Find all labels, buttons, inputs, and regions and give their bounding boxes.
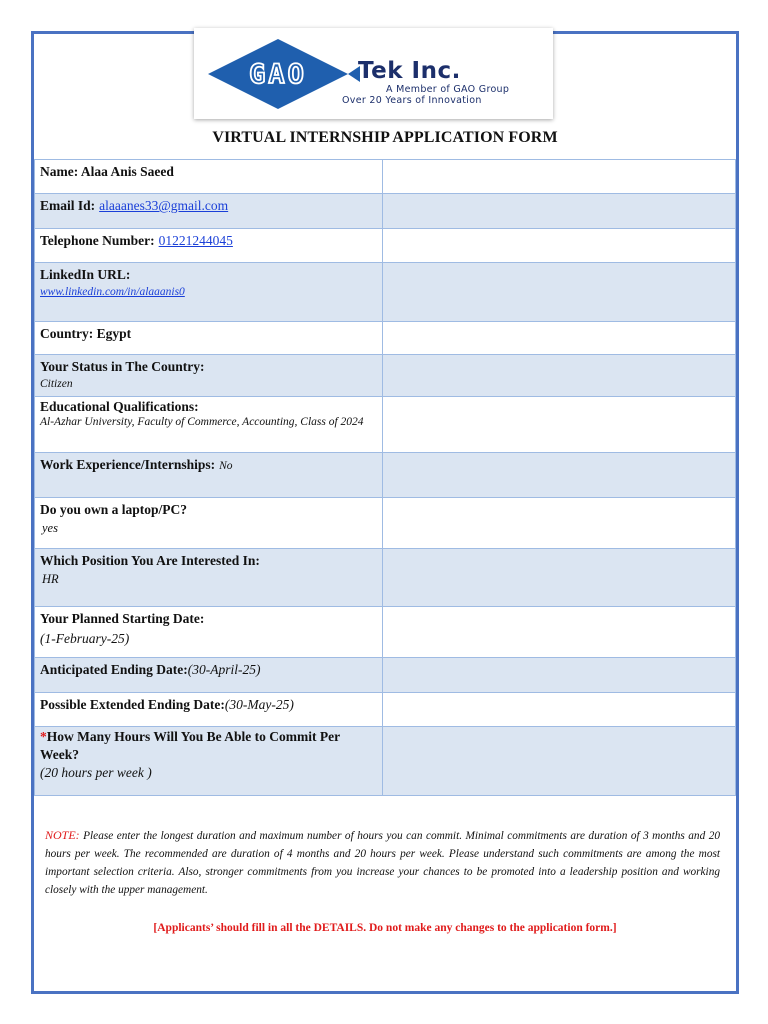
laptop-label: Do you own a laptop/PC?	[40, 502, 188, 517]
note-label: NOTE:	[45, 828, 80, 842]
education-value: Al-Azhar University, Faculty of Commerce, Accounting, Class of 2024	[40, 416, 364, 428]
phone-input-cell[interactable]	[383, 229, 736, 263]
extended-date-input-cell[interactable]	[383, 693, 736, 727]
linkedin-input-cell[interactable]	[383, 263, 736, 322]
experience-label: Work Experience/Internships:	[40, 457, 216, 472]
phone-label: Telephone Number:	[40, 233, 155, 248]
status-value: Citizen	[40, 378, 73, 390]
country-label: Country: Egypt	[40, 326, 132, 341]
name-input-cell[interactable]	[383, 160, 736, 194]
country-input-cell[interactable]	[383, 322, 736, 355]
laptop-value: yes	[42, 521, 58, 535]
position-input-cell[interactable]	[383, 549, 736, 607]
row-name	[35, 160, 736, 194]
form-title: VIRTUAL INTERNSHIP APPLICATION FORM	[212, 129, 558, 146]
start-date-input-cell[interactable]	[383, 607, 736, 658]
company-logo	[194, 28, 553, 119]
laptop-input-cell[interactable]	[383, 498, 736, 549]
start-date-value: (1-February-25)	[40, 631, 130, 646]
svg-text:GAO: GAO	[249, 59, 307, 90]
row-email	[35, 194, 736, 229]
position-label: Which Position You Are Interested In:	[40, 553, 260, 568]
extended-date-label: Possible Extended Ending Date:	[40, 697, 225, 712]
end-date-label: Anticipated Ending Date:	[40, 662, 188, 677]
status-input-cell[interactable]	[383, 355, 736, 397]
extended-date-value: (30-May-25)	[224, 697, 294, 712]
row-end-date	[35, 658, 736, 693]
linkedin-link[interactable]: www.linkedin.com/in/alaaanis0	[40, 286, 185, 298]
row-hours	[35, 727, 736, 796]
row-position	[35, 549, 736, 607]
note-paragraph	[45, 826, 720, 899]
name-label: Name: Alaa Anis Saeed	[40, 164, 174, 179]
company-tagline-years: Over 20 Years of Innovation	[342, 95, 482, 106]
row-status	[35, 355, 736, 397]
start-date-label: Your Planned Starting Date:	[40, 611, 205, 626]
hours-value: (20 hours per week )	[40, 765, 152, 780]
hours-input-cell[interactable]	[383, 727, 736, 796]
email-label: Email Id:	[40, 198, 96, 213]
row-phone	[35, 229, 736, 263]
end-date-value: (30-April-25)	[187, 662, 261, 677]
phone-link[interactable]: 01221244045	[158, 233, 233, 248]
warning-notice: [Applicants’ should fill in all the DETAILS. Do not make any changes to the application form.]	[153, 922, 617, 934]
note-text: Please enter the longest duration and maximum number of hours you can commit. Minimal commitments are duration of 3 months and 20 hours per week. The recommended are duration of 4 months and 20 hours per week. Please understand such commitments are among the most important selection criteria. Also, stronger commitments from you increase your chances to be promoted into a leadership position and working closely with the upper management.	[45, 830, 720, 896]
education-input-cell[interactable]	[383, 397, 736, 453]
email-input-cell[interactable]	[383, 194, 736, 229]
company-name: Tek Inc.	[358, 58, 461, 84]
row-start-date	[35, 607, 736, 658]
row-laptop	[35, 498, 736, 549]
end-date-input-cell[interactable]	[383, 658, 736, 693]
email-link[interactable]: alaaanes33@gmail.com	[99, 198, 229, 213]
company-tagline-group: A Member of GAO Group	[386, 84, 510, 95]
required-star: *	[40, 729, 47, 744]
position-value: HR	[42, 572, 59, 586]
application-table	[34, 159, 736, 796]
row-country	[35, 322, 736, 355]
status-label: Your Status in The Country:	[40, 359, 205, 374]
experience-input-cell[interactable]	[383, 453, 736, 498]
education-label: Educational Qualifications:	[40, 399, 199, 414]
row-experience	[35, 453, 736, 498]
row-extended-date	[35, 693, 736, 727]
experience-value: No	[219, 460, 233, 472]
row-education	[35, 397, 736, 453]
hours-label: How Many Hours Will You Be Able to Commit Per Week?	[40, 729, 340, 762]
row-linkedin	[35, 263, 736, 322]
linkedin-label: LinkedIn URL:	[40, 267, 131, 282]
